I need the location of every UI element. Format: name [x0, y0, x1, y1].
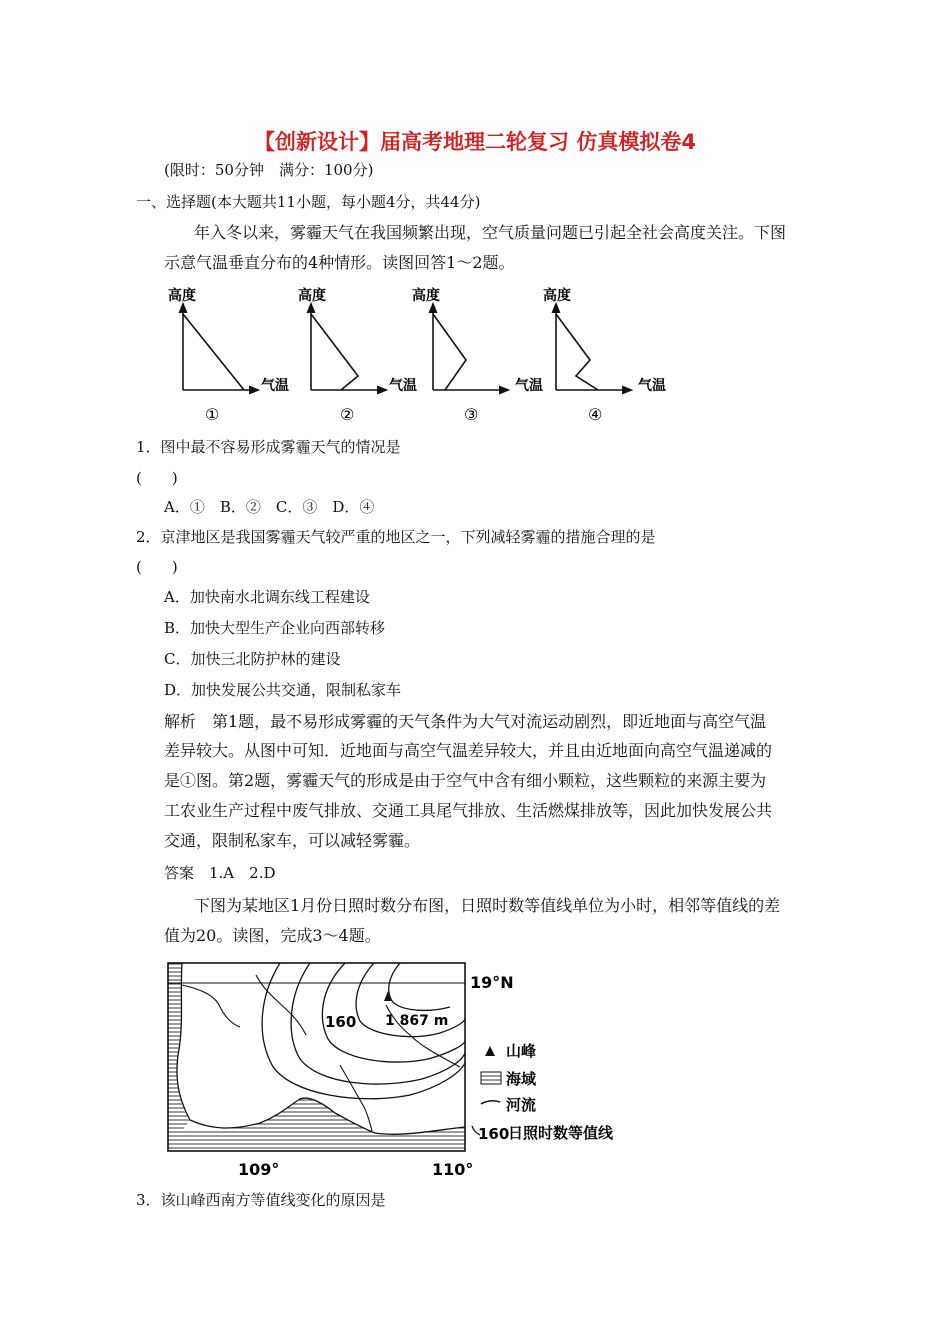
x-axis-label: 气温 [515, 378, 543, 394]
graph-label-3: ③ [464, 405, 479, 424]
page-title: 【创新设计】届高考地理二轮复习 仿真模拟卷4 [254, 130, 696, 154]
legend-river-icon [481, 1101, 500, 1104]
temp-curve-2 [311, 314, 358, 390]
q2-paren: ( ) [136, 558, 178, 576]
q2-option-b: B．加快大型生产企业向西部转移 [164, 619, 386, 637]
temp-curve-3 [433, 314, 466, 390]
peak-elevation: 1 867 m [385, 1013, 449, 1029]
graph-3 [412, 287, 543, 424]
q3-stem: 3．该山峰西南方等值线变化的原因是 [136, 1191, 386, 1209]
sunshine-map [160, 955, 680, 1185]
y-axis-label: 高度 [298, 288, 326, 304]
legend-river-label: 河流 [506, 1096, 537, 1114]
intro1-line2: 示意气温垂直分布的4种情形。读图回答1～2题。 [164, 253, 515, 272]
contour-5 [389, 963, 450, 1010]
section-heading: 一、选择题(本大题共11小题，每小题4分，共44分) [136, 193, 481, 211]
map-legend [472, 1042, 614, 1143]
answer: 答案 1.A 2.D [164, 864, 276, 882]
analysis-line3: 是①图。第2题，雾霾天气的形成是由于空气中含有细小颗粒，这些颗粒的来源主要为 [164, 771, 767, 790]
legend-sea-label: 海域 [506, 1070, 537, 1088]
q1-paren: ( ) [136, 469, 178, 487]
river-west [182, 985, 240, 1027]
y-axis-label: 高度 [543, 288, 571, 304]
q2-option-a: A．加快南水北调东线工程建设 [164, 588, 370, 606]
intro2-line1: 下图为某地区1月份日照时数分布图，日照时数等值线单位为小时，相邻等值线的差 [194, 896, 781, 915]
x-axis-label: 气温 [389, 378, 417, 394]
longitude-label-right: 110° [432, 1160, 474, 1179]
x-axis-label: 气温 [261, 378, 289, 394]
latitude-label: 19°N [470, 973, 514, 992]
legend-contour-value: 160 [478, 1125, 510, 1143]
longitude-label-left: 109° [238, 1160, 280, 1179]
graph-2 [298, 287, 417, 424]
intro1-line1: 年入冬以来，雾霾天气在我国频繁出现，空气质量问题已引起全社会高度关注。下图 [194, 223, 787, 242]
q1-options: A．① B．② C．③ D．④ [164, 498, 375, 516]
graph-label-1: ① [205, 405, 220, 424]
graph-1 [168, 287, 289, 424]
legend-contour-label: 日照时数等值线 [508, 1124, 614, 1142]
analysis-line4: 工农业生产过程中废气排放、交通工具尾气排放、生活燃煤排放等，因此加快发展公共 [164, 801, 773, 820]
exam-meta: (限时：50分钟 满分：100分) [164, 161, 374, 179]
legend-peak-label: 山峰 [506, 1042, 537, 1060]
y-axis-label: 高度 [412, 288, 440, 304]
analysis-line2: 差异较大。从图中可知．近地面与高空气温差异较大，并且由近地面向高空气温递减的 [164, 741, 773, 760]
legend-peak-icon [485, 1046, 495, 1056]
temp-curve-4 [556, 314, 598, 390]
mountain-peak-icon [384, 991, 392, 1001]
q2-option-d: D．加快发展公共交通，限制私家车 [164, 681, 402, 699]
analysis-line1: 解析 第1题，最不易形成雾霾的天气条件为大气对流运动剧烈，即近地面与高空气温 [164, 712, 767, 731]
q2-option-c: C．加快三北防护林的建设 [164, 650, 341, 668]
graph-4 [543, 287, 666, 424]
contour-value-label: 160 [325, 1013, 357, 1031]
temp-curve-1 [183, 314, 244, 390]
sea-west [168, 963, 190, 1151]
graph-label-4: ④ [588, 405, 603, 424]
legend-sea-icon [481, 1072, 501, 1084]
analysis-line5: 交通，限制私家车，可以减轻雾霾。 [164, 831, 421, 850]
q1-stem: 1．图中最不容易形成雾霾天气的情况是 [136, 438, 401, 456]
sea-south [168, 1098, 465, 1151]
temperature-graphs [160, 280, 680, 428]
y-axis-label: 高度 [168, 288, 196, 304]
q2-stem: 2．京津地区是我国雾霾天气较严重的地区之一，下列减轻雾霾的措施合理的是 [136, 528, 656, 546]
x-axis-label: 气温 [638, 378, 666, 394]
graph-label-2: ② [340, 405, 355, 424]
intro2-line2: 值为20。读图，完成3～4题。 [164, 926, 381, 945]
